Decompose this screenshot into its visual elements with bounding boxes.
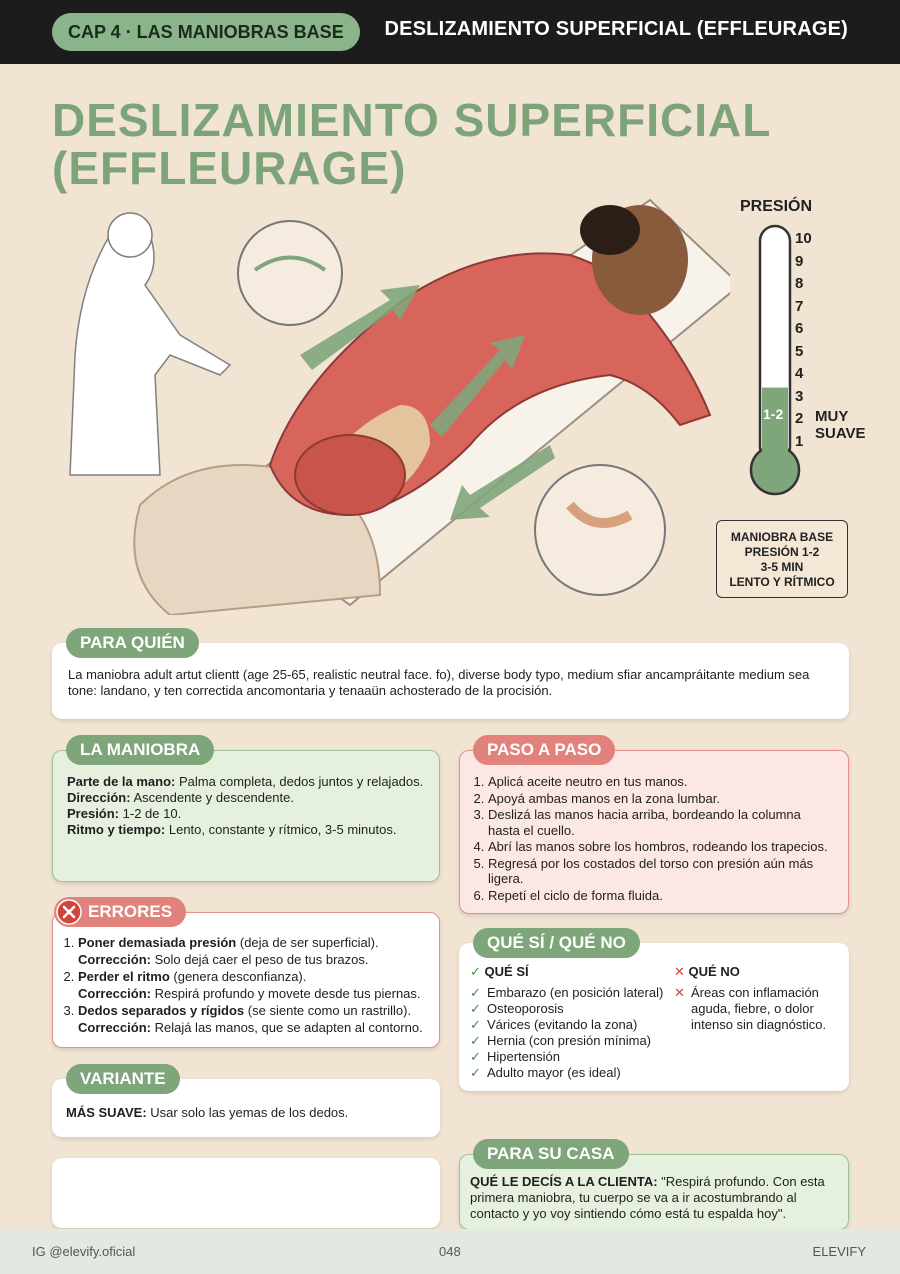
pressure-scale-number: 8 bbox=[795, 275, 804, 292]
la-maniobra-list bbox=[67, 774, 427, 838]
summary-line: 3-5 MIN bbox=[760, 560, 804, 574]
check-icon: ✓ bbox=[470, 964, 481, 979]
que-no-column bbox=[674, 964, 839, 1033]
para-quien-title: PARA QUIÉN bbox=[66, 628, 199, 658]
pressure-scale-number: 3 bbox=[795, 387, 804, 405]
pressure-scale-number: 1 bbox=[795, 432, 804, 450]
empty-card bbox=[52, 1158, 440, 1228]
pressure-scale-number: 7 bbox=[795, 297, 804, 315]
que-si-item: ✓ Várices (evitando la zona) bbox=[470, 1017, 638, 1032]
step-item: 5. Regresá por los costados del torso con presión aún más ligera. bbox=[488, 856, 834, 887]
step-item: 4. Abrí las manos sobre los hombros, rodeando los trapecios. bbox=[488, 839, 834, 855]
cross-icon: ✕ bbox=[674, 985, 685, 1000]
check-icon: ✓ bbox=[470, 1001, 481, 1016]
pressure-caption-line1: MUY bbox=[815, 408, 849, 425]
para-quien-text: La maniobra adult artut clientt (age 25-65, realistic neutral face. fo), diverse body typo, medium sfiar ancampráitante medium sea tone: landano, y ten correctida ancomontaria y tenaaün achosterado de la procisión. bbox=[68, 667, 810, 698]
variante-text: MÁS SUAVE: Usar solo las yemas de los dedos. bbox=[66, 1105, 349, 1120]
page-title: DESLIZAMIENTO SUPERFICIAL (EFFLEURAGE) bbox=[52, 94, 771, 194]
para-su-casa-text: QUÉ LE DECÍS A LA CLIENTA: "Respirá profundo. Con esta primera maniobra, tu cuerpo se va a ir acostumbrando al contacto y yo voy sintiendo cómo está tu espalda hoy". bbox=[470, 1174, 825, 1221]
check-icon: ✓ bbox=[470, 1017, 481, 1032]
que-no-head: ✕ QUÉ NO bbox=[674, 964, 740, 979]
la-maniobra-card bbox=[52, 750, 440, 882]
que-si-item: ✓ Hipertensión bbox=[470, 1049, 560, 1064]
step-item: 2. Apoyá ambas manos en la zona lumbar. bbox=[488, 791, 834, 807]
summary-line: PRESIÓN 1-2 bbox=[744, 545, 820, 559]
massage-illustration bbox=[50, 175, 730, 615]
check-icon: ✓ bbox=[470, 1065, 481, 1080]
summary-box bbox=[716, 520, 848, 598]
pressure-caption bbox=[815, 408, 866, 442]
check-icon: ✓ bbox=[470, 1049, 481, 1064]
maniobra-item: Presión: 1-2 de 10. bbox=[67, 806, 182, 821]
pressure-level-value: 1-2 bbox=[763, 406, 784, 422]
errors-list bbox=[64, 934, 434, 1036]
step-item: 1. Aplicá aceite neutro en tus manos. bbox=[488, 774, 834, 790]
que-si-item: ✓ Embarazo (en posición lateral) bbox=[470, 985, 664, 1000]
maniobra-item: Parte de la mano: Palma completa, dedos juntos y relajados. bbox=[67, 774, 424, 789]
que-si-item: ✓ Osteoporosis bbox=[470, 1001, 564, 1016]
que-si-no-title: QUÉ SÍ / QUÉ NO bbox=[473, 928, 640, 958]
pressure-scale-number: 10 bbox=[795, 230, 812, 247]
header-bar bbox=[0, 0, 900, 64]
pressure-scale-number: 5 bbox=[795, 342, 804, 360]
variante-title: VARIANTE bbox=[66, 1064, 180, 1094]
errores-title-text: ERRORES bbox=[88, 902, 173, 921]
paso-a-paso-title: PASO A PASO bbox=[473, 735, 615, 765]
que-si-item: ✓ Adulto mayor (es ideal) bbox=[470, 1065, 621, 1080]
step-item: 6. Repetí el ciclo de forma fluida. bbox=[488, 888, 834, 904]
header-title: DESLIZAMIENTO SUPERFICIAL (EFFLEURAGE) bbox=[384, 18, 848, 40]
footer-brand: ELEVIFY bbox=[812, 1244, 866, 1259]
pressure-scale-number: 4 bbox=[795, 365, 804, 382]
error-x-icon bbox=[56, 899, 82, 925]
maniobra-item: Ritmo y tiempo: Lento, constante y rítmico, 3-5 minutos. bbox=[67, 822, 397, 837]
footer-instagram: IG @elevify.oficial bbox=[32, 1244, 136, 1259]
para-su-casa-title: PARA SU CASA bbox=[473, 1139, 629, 1169]
pressure-scale-number: 9 bbox=[795, 252, 804, 270]
check-icon: ✓ bbox=[470, 985, 481, 1000]
error-item: 2. Perder el ritmo (genera desconfianza). Corrección: Respirá profundo y movete desde tus piernas. bbox=[78, 968, 434, 1002]
chapter-pill: CAP 4 · LAS MANIOBRAS BASE bbox=[52, 13, 360, 51]
que-si-item: ✓ Hernia (con presión mínima) bbox=[470, 1033, 652, 1048]
que-no-item: ✕ Áreas con inflamación aguda, fiebre, o dolor intenso sin diagnóstico. bbox=[674, 985, 827, 1032]
error-item: 1. Poner demasiada presión (deja de ser superficial). Corrección: Solo dejá caer el peso de tus brazos. bbox=[78, 934, 434, 968]
pressure-caption-line2: SUAVE bbox=[815, 425, 866, 442]
que-si-column bbox=[470, 964, 680, 1081]
pressure-scale-number: 2 bbox=[795, 410, 804, 427]
summary-line: MANIOBRA BASE bbox=[730, 530, 834, 544]
step-item: 3. Deslizá las manos hacia arriba, bordeando la columna hasta el cuello. bbox=[488, 807, 834, 838]
pressure-scale-number: 6 bbox=[795, 320, 804, 337]
pressure-label: PRESIÓN bbox=[740, 198, 813, 215]
check-icon: ✓ bbox=[470, 1033, 481, 1048]
la-maniobra-title: LA MANIOBRA bbox=[66, 735, 214, 765]
error-item: 3. Dedos separados y rígidos (se siente como un rastrillo). Corrección: Relajá las manos, que se adapten al contorno. bbox=[78, 1002, 434, 1036]
summary-line: LENTO Y RÍTMICO bbox=[729, 575, 835, 589]
cross-icon: ✕ bbox=[674, 964, 685, 979]
que-si-head: ✓ QUÉ SÍ bbox=[470, 964, 529, 979]
maniobra-item: Dirección: Ascendente y descendente. bbox=[67, 790, 294, 805]
steps-list bbox=[474, 774, 834, 904]
footer-page-number: 048 bbox=[439, 1244, 461, 1259]
footer bbox=[0, 1229, 900, 1274]
